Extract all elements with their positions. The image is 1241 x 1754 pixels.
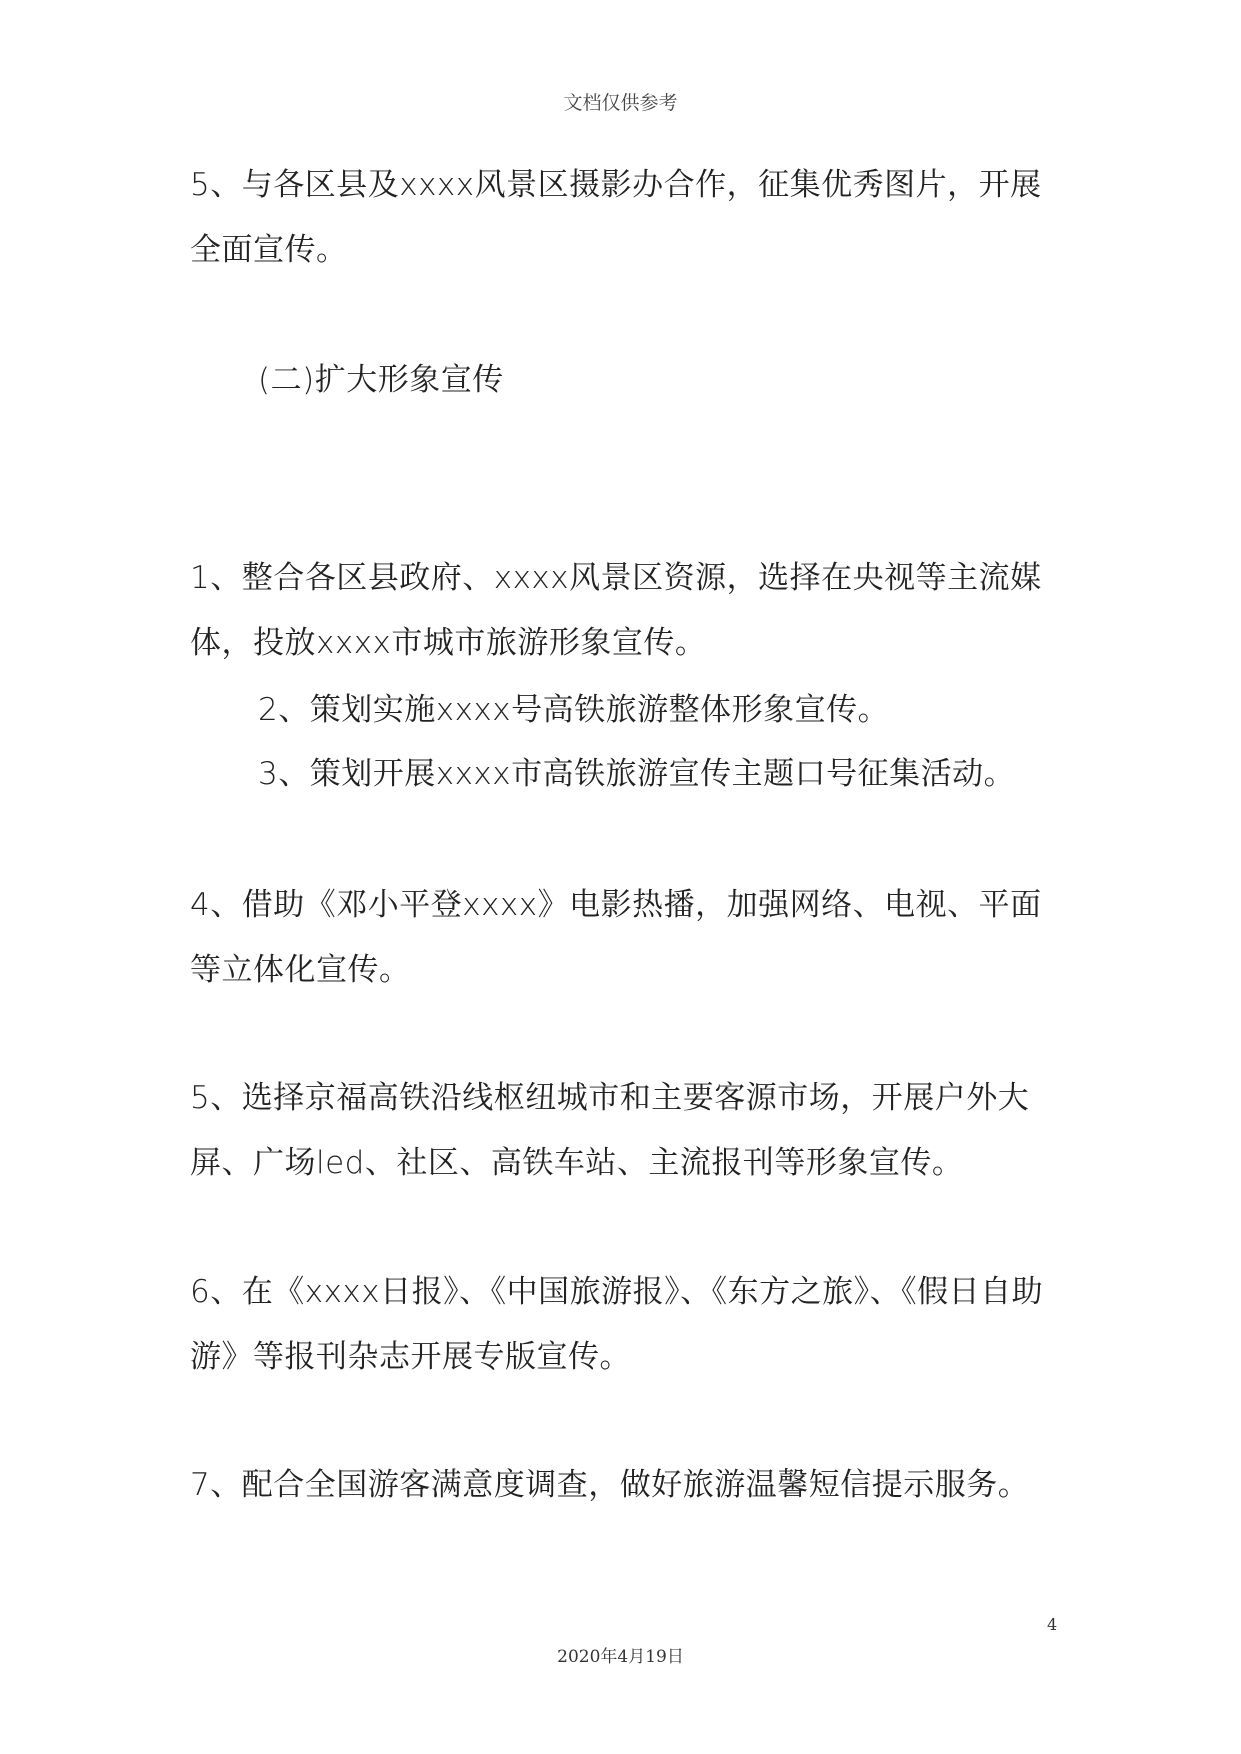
footer-date: 2020年4月19日	[557, 1647, 684, 1667]
paragraph-item-7-survey: 7、配合全国游客满意度调查，做好旅游温馨短信提示服务。	[190, 1467, 1030, 1503]
paragraph-item-3-slogan: 3、策划开展xxxx市高铁旅游宣传主题口号征集活动。	[258, 756, 1016, 792]
paragraph-item-4-film: 4、借助《邓小平登xxxx》电影热播，加强网络、电视、平面等立体化宣传。	[190, 887, 1042, 988]
page-header: 文档仅供参考	[563, 92, 678, 114]
section-heading-image-promotion: (二)扩大形象宣传	[258, 362, 504, 398]
paragraph-item-6-newspapers: 6、在《xxxx日报》、《中国旅游报》、《东方之旅》、《假日自助游》等报刊杂志开展专版宣传。	[190, 1274, 1044, 1375]
paragraph-item-1-resources: 1、整合各区县政府、xxxx风景区资源，选择在央视等主流媒体，投放xxxx市城市旅游形象宣传。	[190, 560, 1042, 661]
paragraph-item-5-photography: 5、与各区县及xxxx风景区摄影办合作，征集优秀图片，开展全面宣传。	[190, 167, 1042, 268]
paragraph-item-5-outdoor: 5、选择京福高铁沿线枢纽城市和主要客源市场，开展户外大屏、广场led、社区、高铁车站、主流报刊等形象宣传。	[190, 1080, 1030, 1181]
paragraph-item-2-high-speed-rail: 2、策划实施xxxx号高铁旅游整体形象宣传。	[258, 692, 890, 728]
page-number: 4	[1047, 1615, 1058, 1634]
